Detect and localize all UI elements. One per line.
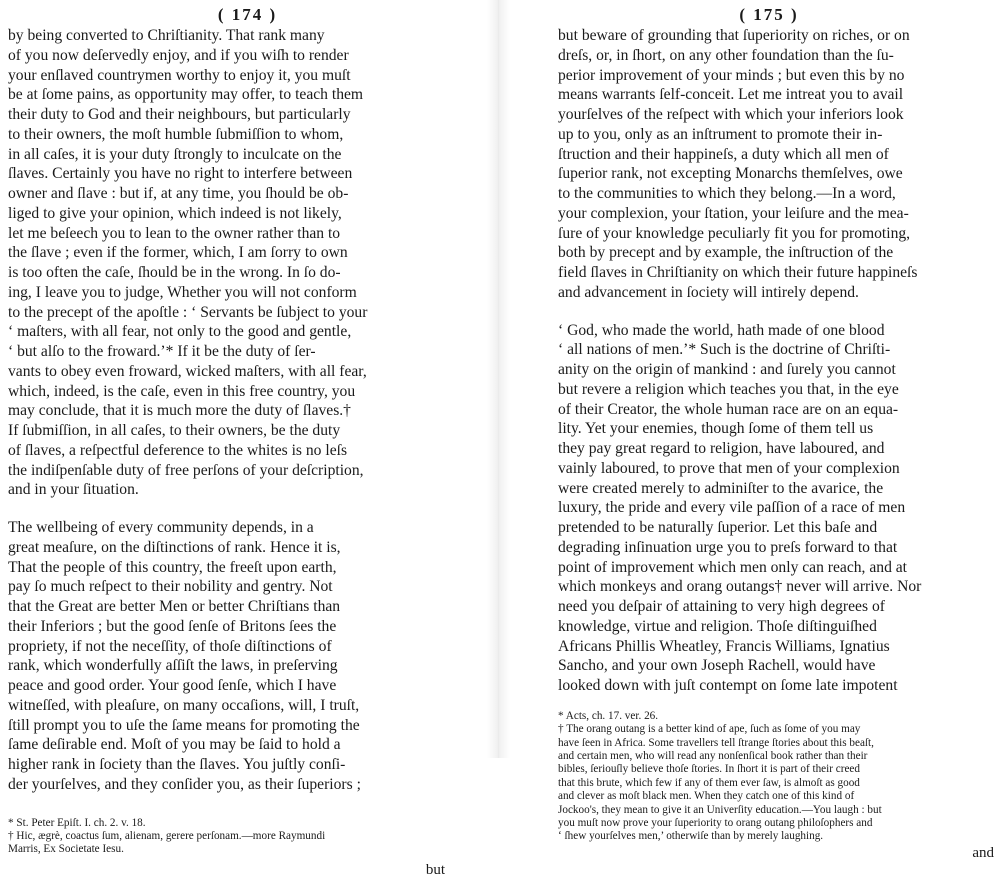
text-line: ſure of your knowledge peculiarly fit you for promoting,	[558, 224, 911, 242]
text-line: bibles, ſeriouſly believe thoſe ſtories. In ſhort it is part of their creed	[558, 763, 860, 776]
text-line: of their Creator, the whole human race are on an equa-	[558, 400, 899, 418]
text-line: perior improvement of your minds ; but even this by no	[558, 66, 905, 84]
text-line: but beware of grounding that ſuperiority on riches, or on	[558, 27, 910, 44]
text-line: liged to give your opinion, which indeed is not likely,	[8, 204, 342, 222]
text-line: If ſubmiſſion, in all caſes, to their owners, be the duty	[8, 422, 341, 439]
text-line: means warrants ſelf-conceit. Let me intreat you to avail	[558, 86, 904, 104]
text-line: to the precept of the apoſtle : ‘ Servants be ſubject to your	[8, 303, 368, 321]
text-line: looked down with juſt contempt on ſome late impotent	[558, 677, 898, 694]
footnotes	[558, 710, 1000, 844]
text-line: peace and good order. Your good ſenſe, which I have	[8, 677, 337, 694]
text-line: degrading inſinuation urge you to preſs forward to that	[558, 538, 898, 556]
text-line: ing, I leave you to judge, Whether you will not conform	[8, 283, 357, 301]
text-line: † Hic, ægrè, coactus ſum, alienam, gerere perſonam.—more Raymundi	[8, 829, 326, 842]
text-line: vants to obey even froward, wicked maſters, with all fear,	[8, 362, 367, 380]
text-line: and certain men, who will read any nonſenſical book rather than their	[558, 749, 868, 762]
body-paragraph-2	[558, 321, 1000, 696]
text-line: need you deſpair of attaining to very high degrees of	[558, 598, 885, 615]
catchword: but	[425, 861, 445, 878]
text-line: of ſlaves, a reſpectful deference to the whites is no leſs	[8, 441, 348, 459]
text-line: Africans Phillis Wheatley, Francis Williams, Ignatius	[558, 637, 890, 655]
text-line: which monkeys and orang outangs† never will arrive. Nor	[558, 578, 922, 596]
text-line: ſtill prompt you to uſe the ſame means for promoting the	[8, 716, 360, 734]
body-paragraph-2	[8, 518, 487, 795]
text-line: ‘ maſters, with all fear, not only to the good and gentle,	[8, 323, 352, 341]
text-line: their duty to God and their neighbours, but particularly	[8, 106, 351, 123]
text-line: propriety, if not the neceſſity, of thoſe diſtinctions of	[8, 637, 332, 655]
text-line: dreſs, or, in ſhort, on any other foundation than the ſu-	[558, 46, 894, 64]
text-line: be at ſome pains, as opportunity may offer, to teach them	[8, 86, 364, 104]
text-line: ſtruction and their happineſs, a duty which all men of	[558, 145, 889, 163]
text-line: pay ſo much reſpect to their nobility and gentry. Not	[8, 578, 333, 596]
text-line: vainly laboured, to prove that men of your complexion	[558, 459, 900, 477]
footnotes	[8, 817, 487, 857]
text-line: their Inferiors ; but the good ſenſe of Britons ſees the	[8, 617, 337, 635]
text-line: anity on the origin of mankind : and ſurely you cannot	[558, 361, 896, 378]
text-line: ‘ all nations of men.’* Such is the doctrine of Chriſti-	[558, 341, 891, 359]
text-line: The wellbeing of every community depends, in a	[8, 519, 314, 536]
text-line: and in your ſituation.	[8, 481, 139, 499]
text-line: the indiſpenſable duty of free perſons of your deſcription,	[8, 461, 364, 479]
text-line: to the communities to which they belong.—In a word,	[558, 185, 896, 202]
catchword: and	[972, 844, 994, 861]
text-line: may conclude, that it is much more the duty of ſlaves.†	[8, 402, 351, 420]
page-number: ( 174 )	[217, 5, 278, 24]
text-line: great meaſure, on the diſtinctions of rank. Hence it is,	[8, 538, 341, 556]
text-line: ‘ God, who made the world, hath made of one blood	[558, 321, 885, 339]
text-line: to their owners, the moſt humble ſubmiſſion to whom,	[8, 125, 344, 143]
text-line: ſlaves. Certainly you have no right to interfere between	[8, 165, 353, 183]
text-line: * Acts, ch. 17. ver. 26.	[558, 709, 659, 722]
text-line: have ſeen in Africa. Some travellers tell ſtrange ſtories about this beaſt,	[558, 736, 874, 749]
text-line: let me beſeech you to lean to the owner rather than to	[8, 224, 341, 242]
body-paragraph-1	[8, 26, 487, 500]
text-line: and advancement in ſociety will intirely depend.	[558, 283, 859, 301]
left-page	[0, 0, 487, 878]
text-line: Sancho, and your own Joseph Rachell, would have	[558, 657, 876, 675]
text-line: witneſſed, with pleaſure, on many occaſions, will, I truſt,	[8, 696, 360, 714]
text-line: both by precept and by example, the inſtruction of the	[558, 244, 894, 262]
text-line: owner and ſlave : but if, at any time, you ſhould be ob-	[8, 185, 349, 202]
text-line: your enſlaved countrymen worthy to enjoy it, you muſt	[8, 66, 351, 84]
right-page	[510, 0, 1000, 861]
text-line: yourſelves of the reſpect with which your inferiors look	[558, 106, 904, 123]
text-line: lity. Yet your enemies, though ſome of them tell us	[558, 420, 874, 438]
text-line: field ſlaves in Chriſtianity on which their future happineſs	[558, 264, 918, 281]
text-line: point of improvement which men only can reach, and at	[558, 558, 908, 576]
text-line: up to you, only as an inſtrument to promote their in-	[558, 125, 883, 143]
text-line: in all caſes, it is your duty ſtrongly to inculcate on the	[8, 145, 342, 163]
text-line: were created merely to adminiſter to the avarice, the	[558, 479, 884, 497]
page-number: ( 175 )	[739, 5, 799, 24]
text-line: pretended to be naturally ſuperior. Let this baſe and	[558, 519, 878, 536]
text-line: that this brute, which few if any of them ever ſaw, is almoſt as good	[558, 776, 860, 789]
text-line: your complexion, your ſtation, your leiſure and the mea-	[558, 204, 909, 222]
text-line: Jockoo's, they mean to give it an Univerſity education.—You laugh : but	[558, 803, 882, 816]
text-line: ſame deſirable end. Moſt of you may be ſaid to hold a	[8, 736, 341, 754]
text-line: of you now deſervedly enjoy, and if you wiſh to render	[8, 46, 349, 64]
text-line: rank, which wonderfully aſſiſt the laws, in preſerving	[8, 657, 338, 675]
body-paragraph-1	[558, 26, 1000, 303]
text-line: the ſlave ; even if the former, which, I am ſorry to own	[8, 244, 348, 262]
text-line: they pay great regard to religion, have laboured, and	[558, 440, 885, 457]
text-line: luxury, the pride and every vile paſſion of a race of men	[558, 499, 906, 517]
text-line: Marris, Ex Societate Iesu.	[8, 843, 124, 856]
text-line: ſuperior rank, not excepting Monarchs themſelves, owe	[558, 165, 903, 183]
text-line: * St. Peter Epiſt. I. ch. 2. v. 18.	[8, 816, 146, 829]
book-gutter	[487, 0, 510, 758]
text-line: ‘ ſhew yourſelves men,’ otherwiſe than by merely laughing.	[558, 830, 824, 843]
text-line: higher rank in ſociety than the ſlaves. You juſtly conſi-	[8, 756, 346, 773]
text-line: † The orang outang is a better kind of ape, ſuch as ſome of you may	[558, 723, 861, 736]
text-line: That the people of this country, the freeſt upon earth,	[8, 558, 337, 576]
text-line: which, indeed, is the caſe, even in this free country, you	[8, 382, 356, 400]
text-line: and clever as moſt black men. When they catch one of this kind of	[558, 790, 855, 803]
text-line: knowledge, virtue and religion. Thoſe diſtinguiſhed	[558, 617, 877, 635]
text-line: ‘ but alſo to the froward.’* If it be the duty of ſer-	[8, 343, 316, 360]
text-line: by being converted to Chriſtianity. That rank many	[8, 27, 325, 44]
text-line: but revere a religion which teaches you that, in the eye	[558, 380, 899, 398]
text-line: you muſt now prove your ſuperiority to orang outang philoſophers and	[558, 817, 873, 829]
text-line: der yourſelves, and they conſider you, as their ſuperiors ;	[8, 775, 361, 793]
text-line: that the Great are better Men or better Chriſtians than	[8, 598, 341, 615]
text-line: is too often the caſe, ſhould be in the wrong. In ſo do-	[8, 264, 341, 281]
